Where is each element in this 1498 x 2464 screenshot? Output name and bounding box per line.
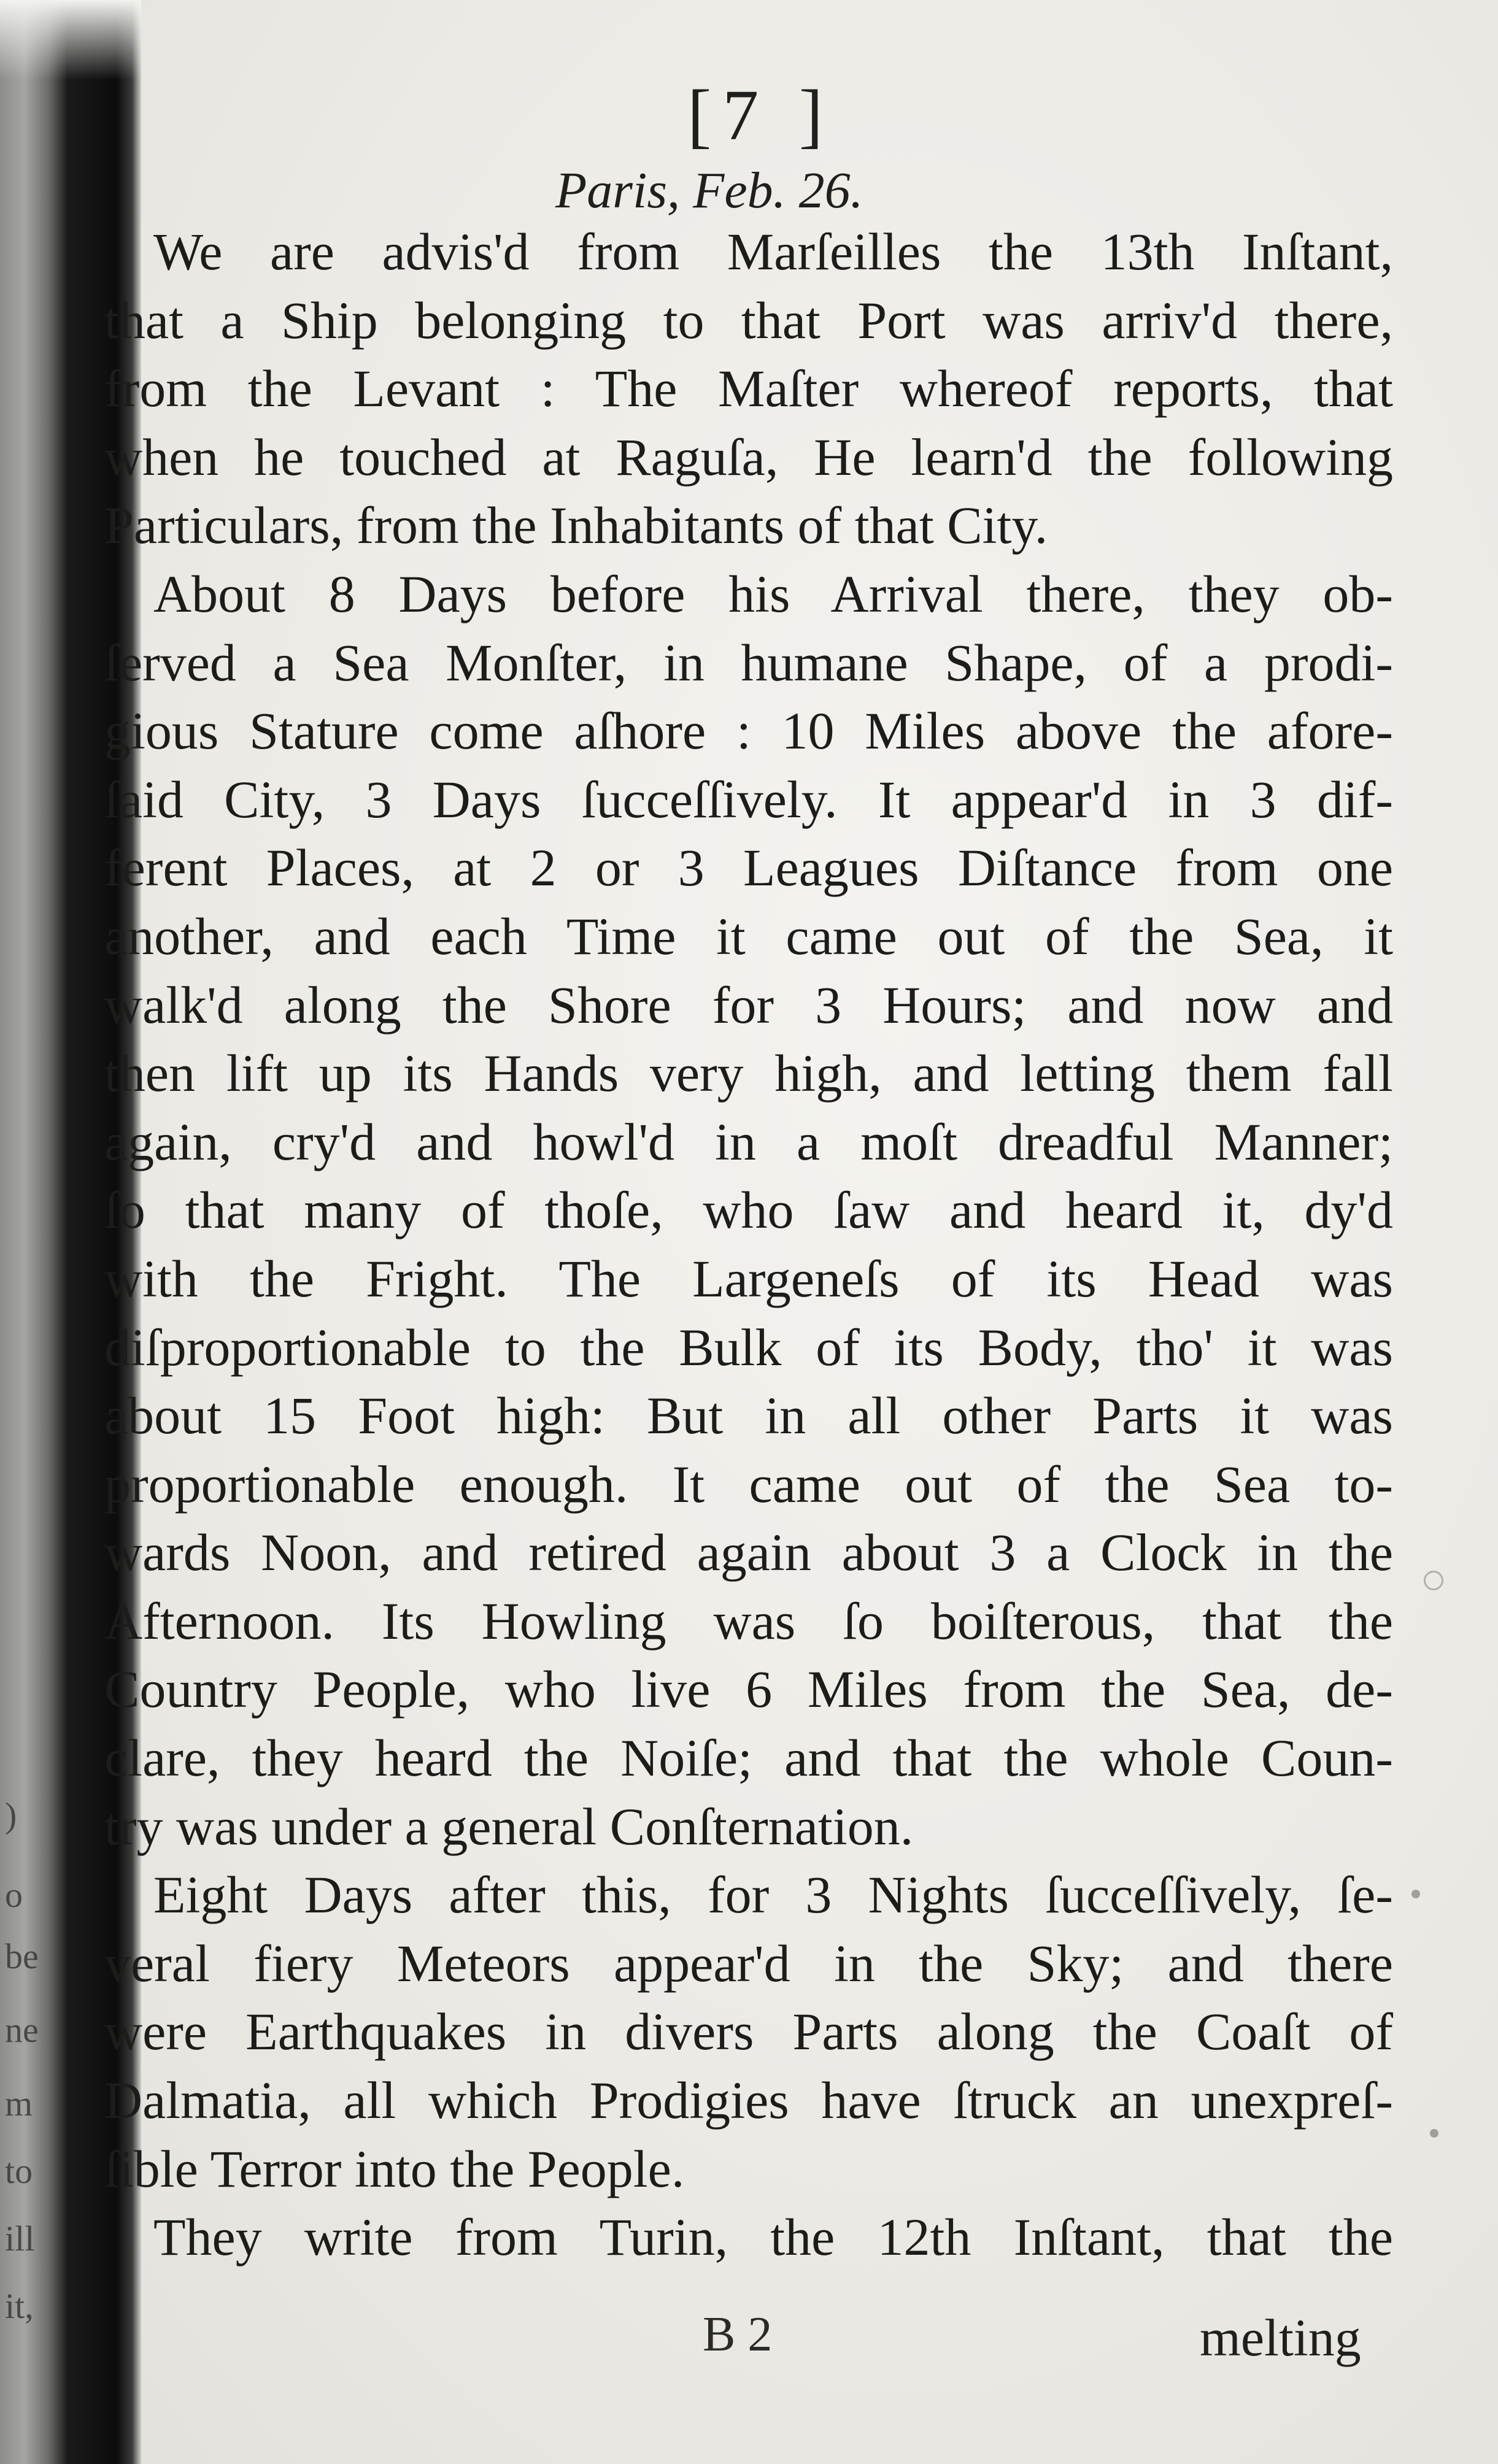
text-line: with the Fright. The Largeneſs of its Head was	[104, 1249, 1393, 1308]
text-line: from the Levant : The Maſter whereof reports, that	[104, 359, 1393, 418]
text-line: ſible Terror into the People.	[104, 2139, 685, 2198]
text-line: Country People, who live 6 Miles from the Sea, de-	[104, 1660, 1393, 1719]
dateline: Paris, Feb. 26.	[555, 162, 863, 219]
text-line: that a Ship belonging to that Port was arriv'd there,	[104, 290, 1393, 350]
print-speck	[1424, 1571, 1443, 1590]
bleed-letter: ill	[5, 2219, 35, 2258]
text-line: veral fiery Meteors appear'd in the Sky; and there	[104, 1933, 1393, 1993]
text-line: They write from Turin, the 12th Inſtant, that the	[153, 2208, 1393, 2267]
signature-mark: B 2	[703, 2308, 773, 2362]
bleed-letter: ne	[5, 2010, 39, 2050]
text-line: proportionable enough. It came out of the Sea to-	[104, 1454, 1393, 1514]
bleed-letter: m	[5, 2084, 33, 2123]
text-line: ſo that many of thoſe, who ſaw and heard it, dy'd	[104, 1180, 1393, 1240]
article-body	[104, 218, 1393, 2272]
bleed-letter: be	[5, 1936, 39, 1976]
text-line: clare, they heard the Noiſe; and that the whole Coun-	[104, 1728, 1393, 1788]
print-speck	[1430, 2129, 1438, 2138]
text-line: ſaid City, 3 Days ſucceſſively. It appear'd in 3 dif-	[104, 769, 1393, 829]
text-line: Afternoon. Its Howling was ſo boiſterous, that the	[104, 1591, 1393, 1650]
text-line: walk'd along the Shore for 3 Hours; and now and	[104, 975, 1393, 1034]
bleed-letter: )	[5, 1795, 17, 1835]
bleed-letter: o	[5, 1875, 23, 1915]
text-line: about 15 Foot high: But in all other Parts it was	[104, 1386, 1393, 1446]
bleed-letter: it,	[5, 2286, 34, 2326]
text-line: ferent Places, at 2 or 3 Leagues Diſtance from one	[104, 838, 1393, 898]
gutter-highlight	[0, 0, 141, 80]
bleed-letter: to	[5, 2151, 33, 2191]
text-line: then lift up its Hands very high, and letting them fall	[104, 1044, 1393, 1103]
text-line: Dalmatia, all which Prodigies have ſtruck an unexpreſ-	[104, 2071, 1393, 2130]
text-line: were Earthquakes in divers Parts along the Coaſt of	[104, 2002, 1393, 2062]
print-speck	[1411, 1890, 1420, 1898]
text-line: ſerved a Sea Monſter, in humane Shape, of a prodi-	[104, 633, 1393, 692]
text-line: another, and each Time it came out of the Sea, it	[104, 906, 1393, 966]
text-line: wards Noon, and retired again about 3 a Clock in the	[104, 1523, 1393, 1582]
text-line: Particulars, from the Inhabitants of that City.	[104, 496, 1048, 555]
text-line: diſproportionable to the Bulk of its Body, tho' it was	[104, 1317, 1393, 1377]
text-line: when he touched at Raguſa, He learn'd the following	[104, 427, 1393, 487]
catchword: melting	[1200, 2308, 1361, 2367]
text-line: About 8 Days before his Arrival there, they ob-	[153, 564, 1393, 623]
text-line: try was under a general Conſternation.	[104, 1796, 914, 1856]
text-line: again, cry'd and howl'd in a moſt dreadful Manner;	[104, 1112, 1393, 1171]
text-line: Eight Days after this, for 3 Nights ſucceſſively, ſe-	[153, 1865, 1393, 1925]
text-line: We are advis'd from Marſeilles the 13th Inſtant,	[153, 222, 1393, 281]
page-number: [7 ]	[687, 75, 835, 155]
text-line: gious Stature come aſhore : 10 Miles above the afore-	[104, 701, 1393, 761]
